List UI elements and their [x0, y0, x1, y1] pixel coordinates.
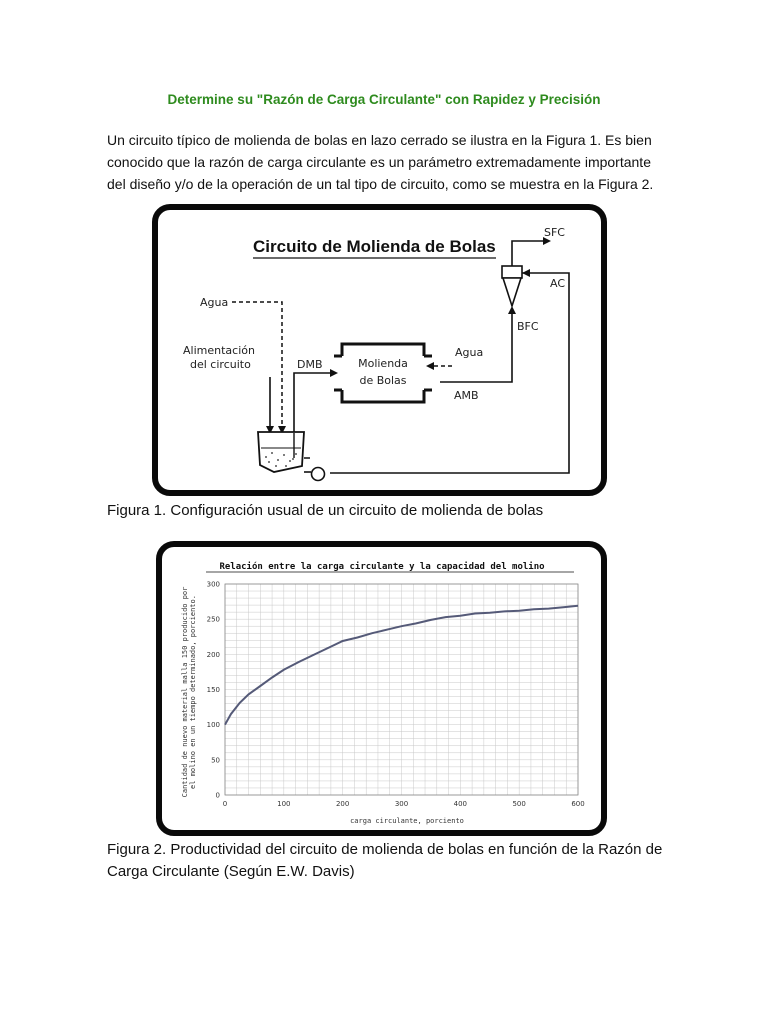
ac-line [330, 273, 569, 473]
y-axis-label-line1: Cantidad de nuevo material malla 150 producido por [181, 586, 189, 798]
amb-arrow-icon [508, 306, 516, 314]
dmb-arrow-icon [330, 369, 338, 377]
circuit-diagram [158, 210, 601, 490]
label-agua-top: Agua [200, 296, 229, 309]
label-dmb: DMB [297, 358, 323, 371]
figure-1-frame [152, 204, 607, 496]
capacity-chart [162, 547, 601, 830]
label-molienda-2: de Bolas [359, 374, 407, 387]
y-tick-label: 250 [206, 615, 220, 624]
sfc-line [512, 241, 543, 266]
page-heading: Determine su "Razón de Carga Circulante" con Rapidez y Precisión [167, 92, 601, 107]
x-axis-ticks [223, 800, 585, 808]
cyclone-icon [502, 266, 522, 306]
y-tick-label: 0 [215, 791, 220, 800]
y-axis-label-line2: el molino en un tiempo determinado, porciento. [189, 595, 197, 789]
y-axis-ticks [207, 581, 220, 800]
label-ac: AC [550, 277, 566, 290]
chart-grid [225, 584, 578, 795]
x-tick-label: 300 [394, 800, 409, 808]
ball-mill-icon [334, 344, 432, 402]
agua-right-arrow-icon [426, 362, 434, 370]
diagram-title: Circuito de Molienda de Bolas [253, 237, 496, 256]
intro-paragraph: Un circuito típico de molienda de bolas en lazo cerrado se ilustra en la Figura 1. Es bien conocido que la razón de carga circulante es un parámetro extremadamente importante del diseño y/o de la operación de un tal tipo de circuito, como se muestra en la Figura 2. [107, 132, 654, 192]
figure-2-frame [156, 541, 607, 836]
x-tick-label: 100 [277, 800, 291, 808]
y-tick-label: 150 [206, 686, 220, 694]
x-tick-label: 400 [453, 800, 468, 808]
chart-title: Relación entre la carga circulante y la capacidad del molino [219, 562, 545, 572]
y-tick-label: 50 [211, 756, 220, 765]
x-tick-label: 500 [512, 800, 526, 808]
label-alimentacion-1: Alimentación [183, 344, 255, 357]
y-tick-label: 200 [206, 650, 220, 659]
x-tick-label: 200 [335, 800, 350, 808]
ac-arrow-icon [522, 269, 530, 277]
label-alimentacion-2: del circuito [190, 358, 251, 371]
x-tick-label: 600 [571, 800, 585, 808]
label-agua-right: Agua [455, 346, 484, 359]
figure-2-caption: Figura 2. Productividad del circuito de molienda de bolas en función de la Razón de Carga Circulante (Según E.W. Davis) [107, 841, 663, 880]
x-tick-label: 0 [222, 800, 228, 808]
figure-1-caption: Figura 1. Configuración usual de un circuito de molienda de bolas [107, 502, 544, 519]
x-axis-label: carga circulante, porciento [350, 817, 464, 825]
y-tick-label: 100 [206, 721, 220, 730]
pump-icon [304, 468, 325, 481]
label-bfc: BFC [517, 320, 539, 333]
label-sfc: SFC [544, 226, 565, 239]
label-amb: AMB [454, 389, 479, 402]
sump-icon [258, 432, 310, 472]
y-tick-label: 300 [206, 580, 220, 589]
label-molienda-1: Molienda [358, 357, 408, 370]
dmb-line [294, 373, 330, 433]
